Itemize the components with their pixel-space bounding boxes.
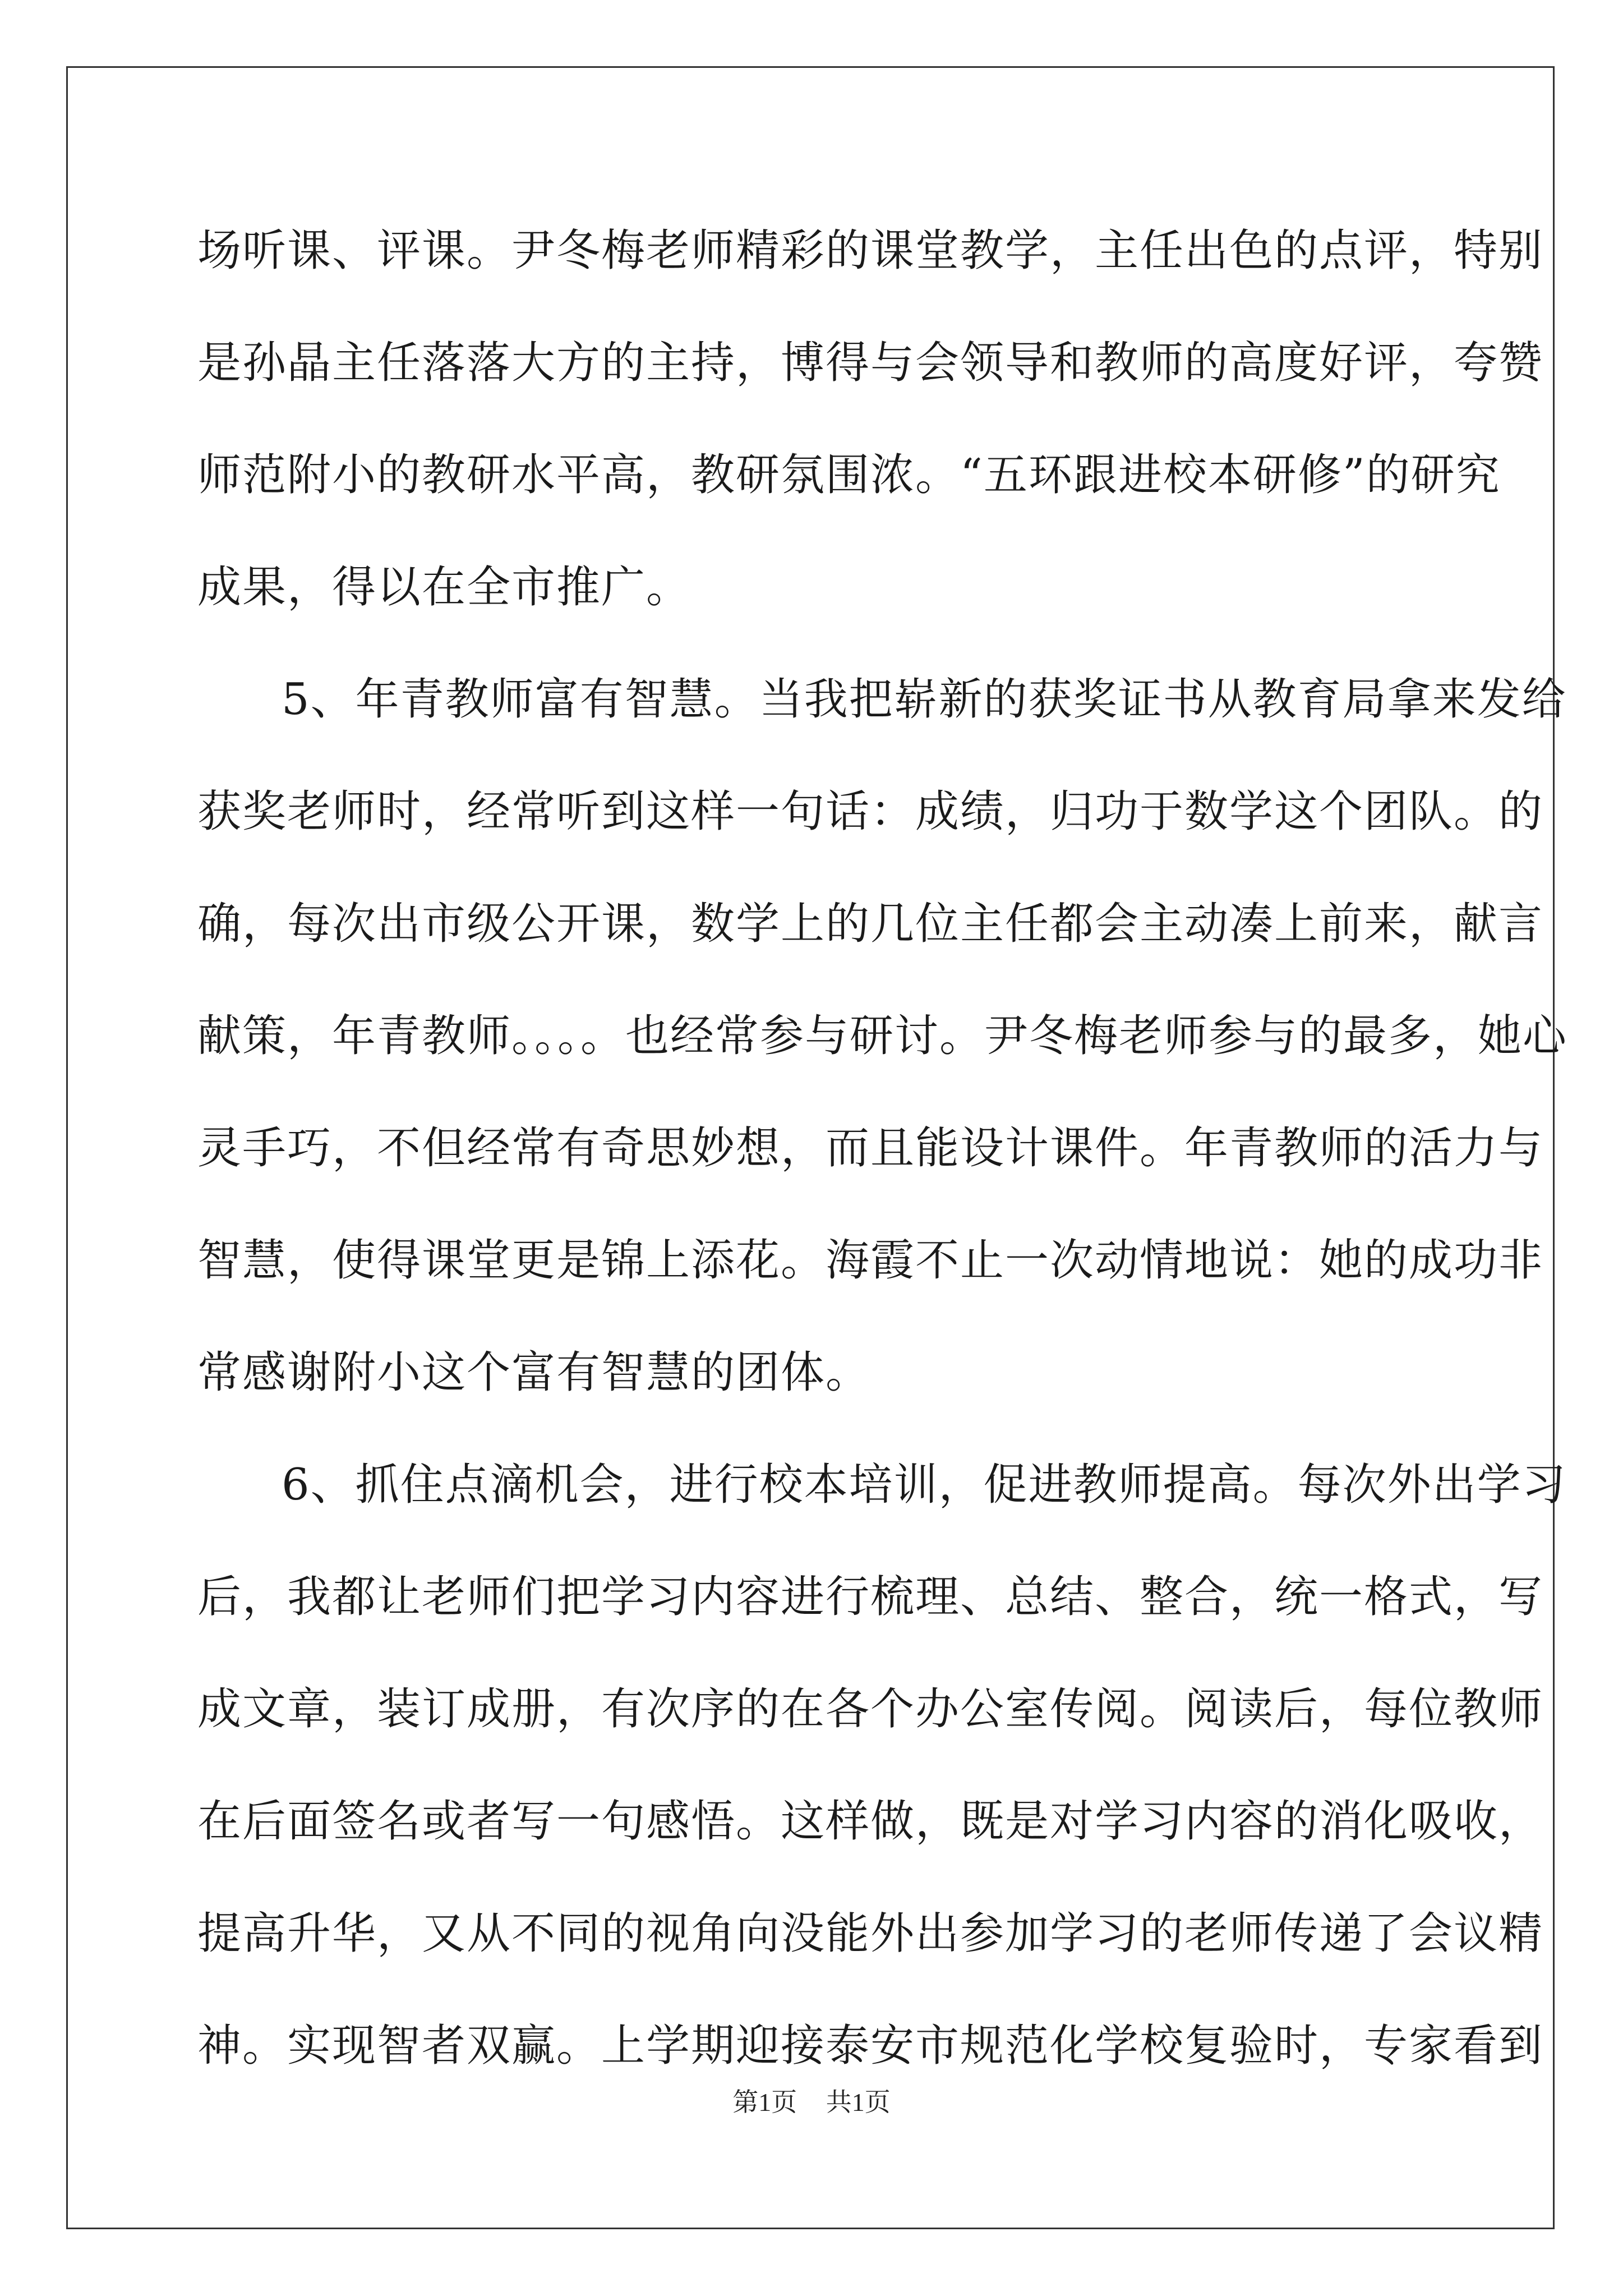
text-line: 场听课、评课。尹冬梅老师精彩的课堂教学，主任出色的点评，特别 — [197, 226, 1544, 276]
paragraph-start-line: 5、年青教师富有智慧。当我把崭新的获奖证书从教育局拿来发给 — [282, 674, 1567, 725]
text-line: 常感谢附小这个富有智慧的团体。 — [197, 1347, 871, 1398]
text-line: 师范附小的教研水平高，教研氛围浓。“五环跟进校本研修”的研究 — [197, 450, 1501, 500]
text-line: 成果，得以在全市推广。 — [197, 562, 691, 613]
text-line: 灵手巧，不但经常有奇思妙想，而且能设计课件。年青教师的活力与 — [197, 1123, 1544, 1174]
text-line: 后，我都让老师们把学习内容进行梳理、总结、整合，统一格式，写 — [197, 1572, 1544, 1622]
page-total: 共1页 — [826, 2088, 891, 2116]
text-line: 提高升华，又从不同的视角向没能外出参加学习的老师传递了会议精 — [197, 1908, 1544, 1959]
page-number: 第1页 — [732, 2088, 797, 2116]
text-line: 确，每次出市级公开课，数学上的几位主任都会主动凑上前来，献言 — [197, 899, 1544, 949]
text-line: 是孙晶主任落落大方的主持，博得与会领导和教师的高度好评，夸赞 — [197, 338, 1544, 388]
text-line: 获奖老师时，经常听到这样一句话：成绩，归功于数学这个团队。的 — [197, 786, 1544, 837]
text-line: 神。实现智者双赢。上学期迎接泰安市规范化学校复验时，专家看到 — [197, 2021, 1544, 2071]
document-body — [197, 0, 1568, 2296]
page-footer — [0, 2086, 1623, 2119]
text-line: 成文章，装订成册，有次序的在各个办公室传阅。阅读后，每位教师 — [197, 1684, 1544, 1734]
text-line: 在后面签名或者写一句感悟。这样做，既是对学习内容的消化吸收， — [197, 1796, 1544, 1847]
text-line: 献策，年青教师。。。。也经常参与研讨。尹冬梅老师参与的最多，她心 — [197, 1011, 1568, 1061]
paragraph-start-line: 6、抓住点滴机会，进行校本培训，促进教师提高。每次外出学习 — [282, 1460, 1567, 1510]
text-line: 智慧，使得课堂更是锦上添花。海霞不止一次动情地说：她的成功非 — [197, 1235, 1544, 1286]
